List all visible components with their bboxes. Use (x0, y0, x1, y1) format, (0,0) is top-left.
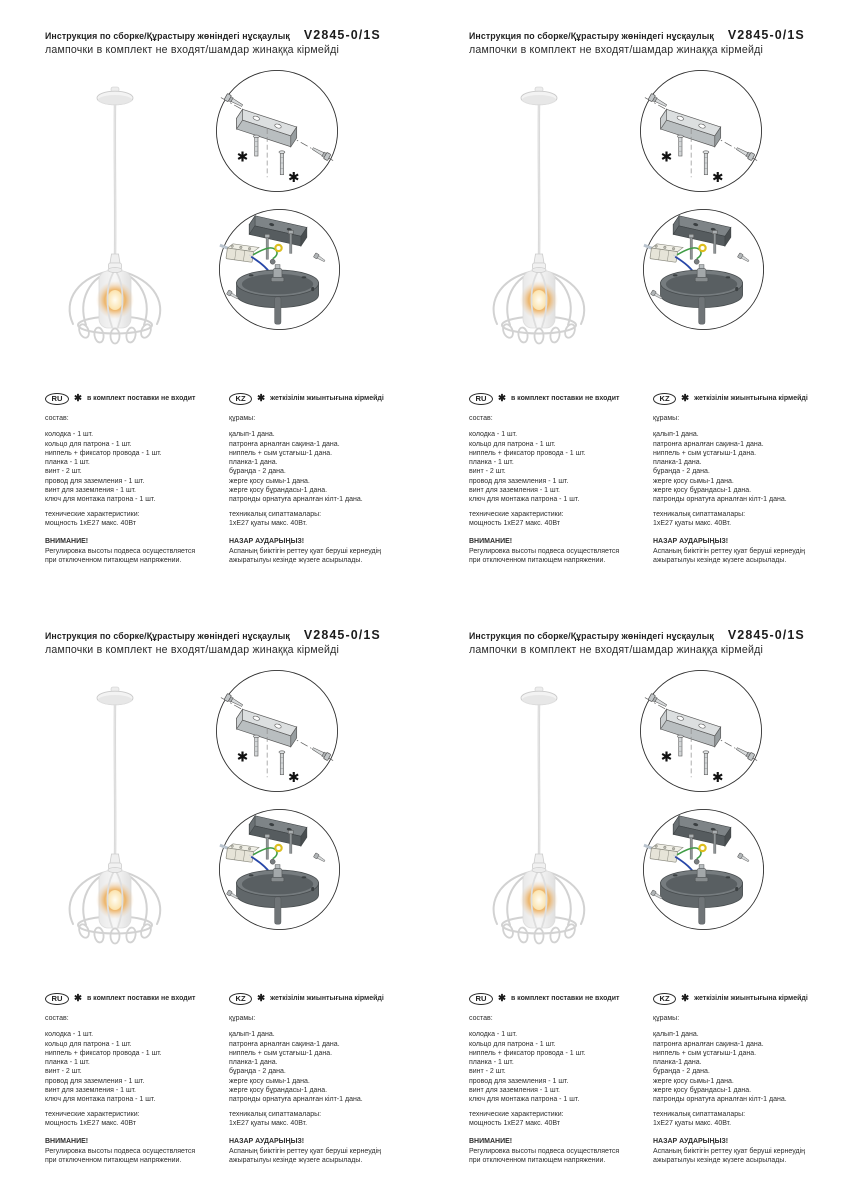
kz-warning-title: НАЗАР АУДАРЫҢЫЗ! (229, 1138, 305, 1146)
pendant-lamp-drawing (474, 684, 604, 950)
title-row (469, 628, 841, 642)
sheet-title: Инструкция по сборке/Құрастыру жөніндегі нұсқаулық (45, 31, 290, 41)
part-line: провод для заземления - 1 шт. (469, 1077, 569, 1085)
kz-parts-list (653, 1030, 843, 1104)
bracket-mounting-diagram (637, 667, 765, 795)
wiring-diagram-drawing (216, 206, 343, 333)
part-line: колодка - 1 шт. (45, 431, 94, 439)
asterisk-icon: ✱ (497, 393, 506, 404)
ru-column (469, 992, 649, 1165)
ru-warning (45, 1137, 225, 1165)
ru-tech-value: мощность 1хЕ27 макс. 40Вт (45, 1119, 136, 1127)
ru-tech-label: технические характеристики: (45, 510, 140, 518)
wiring-diagram (216, 806, 343, 933)
bracket-mounting-diagram (213, 67, 341, 195)
part-line: патронды орнатуға арналған кілт-1 дана. (653, 496, 787, 504)
ru-warning-line: при отключенном питающем напряжении. (469, 1156, 606, 1164)
bracket-diagram-drawing (637, 667, 765, 795)
bracket-diagram-drawing (213, 667, 341, 795)
part-line: қалып-1 дана. (653, 431, 699, 439)
part-line: провод для заземления - 1 шт. (469, 477, 569, 485)
part-line: бұранда - 2 дана. (229, 468, 286, 476)
model-number: V2845-0/1S (727, 28, 805, 42)
kz-tech-specs (653, 1110, 843, 1129)
not-included-asterisk: ✱ (236, 149, 249, 166)
ru-warning-line: Регулировка высоты подвеса осуществляется (45, 547, 196, 555)
glowing-bulb (520, 281, 558, 319)
part-line: ниппель + фиксатор провода - 1 шт. (469, 1049, 586, 1057)
sheet-title: Инструкция по сборке/Құрастыру жөніндегі нұсқаулық (45, 631, 290, 641)
kz-column (229, 992, 419, 1165)
part-line: винт - 2 шт. (45, 1068, 82, 1076)
wiring-diagram-drawing (640, 206, 767, 333)
ru-warning-title: ВНИМАНИЕ! (469, 1138, 513, 1146)
ru-contents-label: состав: (469, 415, 493, 422)
glowing-bulb (520, 881, 558, 919)
ru-parts-list (45, 1030, 225, 1104)
ru-tech-label: технические характеристики: (45, 1110, 140, 1118)
pendant-lamp-drawing (50, 684, 180, 950)
part-line: ключ для монтажа патрона - 1 шт. (45, 496, 156, 504)
part-line: планка - 1 шт. (45, 459, 90, 467)
part-line: колодка - 1 шт. (45, 1031, 94, 1039)
pendant-cord-stub (275, 897, 281, 924)
kz-tech-value: 1хЕ27 қуаты макс. 40Вт. (229, 519, 308, 527)
kz-tech-label: техникалық сипаттамалары: (653, 510, 746, 518)
kz-warning-line: ажыратылуы кезінде жүзеге асырылады. (229, 556, 363, 564)
ru-lang-row (45, 392, 225, 405)
pendant-lamp-drawing (50, 84, 180, 350)
sheet-subtitle: лампочки в комплект не входят/шамдар жинаққа кірмейді (469, 44, 764, 56)
model-number: V2845-0/1S (303, 628, 381, 642)
part-line: қалып-1 дана. (653, 1031, 699, 1039)
cage-collar (532, 268, 546, 273)
quadrant-top-left (0, 0, 424, 600)
pendant-lamp-photo (474, 84, 604, 350)
not-included-asterisk: ✱ (287, 170, 300, 187)
cage-collar (532, 868, 546, 873)
ru-warning (469, 1137, 649, 1165)
ru-column (469, 392, 649, 565)
kz-warning-title: НАЗАР АУДАРЫҢЫЗ! (653, 538, 729, 546)
quadrant-bottom-right (424, 600, 848, 1200)
ceiling-canopy (521, 687, 557, 705)
ru-warning-title: ВНИМАНИЕ! (45, 538, 89, 546)
kz-language-badge: KZ (229, 993, 252, 1005)
kz-tech-value: 1хЕ27 қуаты макс. 40Вт. (229, 1119, 308, 1127)
kz-warning-line: ажыратылуы кезінде жүзеге асырылады. (653, 556, 787, 564)
sheet-subtitle: лампочки в комплект не входят/шамдар жинаққа кірмейді (45, 644, 340, 656)
part-line: жерге қосу сымы-1 дана. (653, 477, 734, 485)
part-line: кольцо для патрона - 1 шт. (469, 440, 556, 448)
ru-warning (45, 537, 225, 565)
ru-not-included-note: в комплект поставки не входит (86, 994, 196, 1002)
part-line: ключ для монтажа патрона - 1 шт. (469, 1096, 580, 1104)
kz-column (653, 392, 843, 565)
kz-language-badge: KZ (653, 993, 676, 1005)
ground-screw (694, 859, 699, 864)
part-line: кольцо для патрона - 1 шт. (469, 1040, 556, 1048)
sheet-header (469, 628, 841, 656)
kz-column (653, 992, 843, 1165)
bracket-mounting-diagram (213, 667, 341, 795)
not-included-asterisk: ✱ (660, 749, 673, 766)
kz-lang-row (653, 392, 843, 405)
kz-parts-list (653, 430, 843, 504)
part-line: винт - 2 шт. (45, 468, 82, 476)
part-line: патронды орнатуға арналған кілт-1 дана. (653, 1096, 787, 1104)
kz-warning-title: НАЗАР АУДАРЫҢЫЗ! (653, 1138, 729, 1146)
ru-tech-specs (45, 1110, 225, 1129)
ru-lang-row (469, 992, 649, 1005)
part-line: бұранда - 2 дана. (653, 1068, 710, 1076)
kz-language-badge: KZ (229, 393, 252, 405)
pendant-lamp-photo (50, 84, 180, 350)
title-row (469, 28, 841, 42)
title-row (45, 628, 417, 642)
kz-parts-list (229, 430, 419, 504)
ru-warning-title: ВНИМАНИЕ! (469, 538, 513, 546)
kz-lang-row (653, 992, 843, 1005)
ru-warning-line: Регулировка высоты подвеса осуществляется (469, 1147, 620, 1155)
instruction-sheet (0, 0, 424, 600)
kz-parts-list (229, 1030, 419, 1104)
kz-tech-specs (229, 510, 419, 529)
pendant-lamp-photo (474, 684, 604, 950)
ru-not-included-note: в комплект поставки не входит (86, 394, 196, 402)
wiring-diagram-drawing (216, 806, 343, 933)
part-line: бұранда - 2 дана. (229, 1068, 286, 1076)
ru-lang-row (469, 392, 649, 405)
title-row (45, 28, 417, 42)
part-line: ниппель + сым ұстағыш-1 дана. (229, 449, 333, 457)
part-line: жерге қосу бұрандасы-1 дана. (653, 487, 752, 495)
ru-warning-line: Регулировка высоты подвеса осуществляется (469, 547, 620, 555)
part-line: планка-1 дана. (229, 459, 278, 467)
ru-contents-label: состав: (469, 1015, 493, 1022)
part-line: провод для заземления - 1 шт. (45, 477, 145, 485)
kz-warning-line: Аспаның биіктігін реттеу қуат беруші кернеудің (653, 547, 806, 555)
pendant-cord-stub (275, 297, 281, 324)
pendant-lamp-drawing (474, 84, 604, 350)
ru-not-included-note: в комплект поставки не входит (510, 394, 620, 402)
part-line: винт для заземления - 1 шт. (45, 487, 137, 495)
kz-tech-label: техникалық сипаттамалары: (229, 510, 322, 518)
kz-contents-label: құрамы: (653, 1015, 680, 1022)
not-included-asterisk: ✱ (287, 770, 300, 787)
kz-warning-title: НАЗАР АУДАРЫҢЫЗ! (229, 538, 305, 546)
ru-tech-value: мощность 1хЕ27 макс. 40Вт (45, 519, 136, 527)
asterisk-icon: ✱ (257, 993, 266, 1004)
kz-warning-line: ажыратылуы кезінде жүзеге асырылады. (229, 1156, 363, 1164)
ru-warning (469, 537, 649, 565)
part-line: патронды орнатуға арналған кілт-1 дана. (229, 1096, 363, 1104)
part-line: ключ для монтажа патрона - 1 шт. (45, 1096, 156, 1104)
part-line: ниппель + сым ұстағыш-1 дана. (653, 449, 757, 457)
kz-tech-specs (653, 510, 843, 529)
sheet-subtitle: лампочки в комплект не входят/шамдар жинаққа кірмейді (45, 44, 340, 56)
part-line: патронды орнатуға арналған кілт-1 дана. (229, 496, 363, 504)
quadrant-top-right (424, 0, 848, 600)
pendant-lamp-photo (50, 684, 180, 950)
not-included-asterisk: ✱ (711, 170, 724, 187)
model-number: V2845-0/1S (727, 628, 805, 642)
ru-tech-specs (45, 510, 225, 529)
part-line: колодка - 1 шт. (469, 431, 518, 439)
part-line: планка - 1 шт. (45, 1059, 90, 1067)
kz-not-included-note: жеткізілім жиынтығына кірмейді (270, 394, 384, 402)
pendant-cord-stub (699, 897, 705, 924)
ru-parts-list (469, 430, 649, 504)
kz-tech-value: 1хЕ27 қуаты макс. 40Вт. (653, 519, 732, 527)
part-line: патронға арналған сақина-1 дана. (229, 440, 340, 448)
asterisk-icon: ✱ (73, 393, 82, 404)
kz-warning-line: Аспаның биіктігін реттеу қуат беруші кернеудің (229, 1147, 382, 1155)
wiring-diagram-drawing (640, 806, 767, 933)
part-line: винт для заземления - 1 шт. (469, 1087, 561, 1095)
part-line: қалып-1 дана. (229, 1031, 275, 1039)
part-line: планка-1 дана. (653, 459, 702, 467)
kz-tech-specs (229, 1110, 419, 1129)
ru-contents-label: состав: (45, 1015, 69, 1022)
ru-warning-title: ВНИМАНИЕ! (45, 1138, 89, 1146)
sheet-header (45, 628, 417, 656)
part-line: жерге қосу бұрандасы-1 дана. (653, 1087, 752, 1095)
part-line: винт - 2 шт. (469, 468, 506, 476)
part-line: провод для заземления - 1 шт. (45, 1077, 145, 1085)
part-line: жерге қосу сымы-1 дана. (229, 1077, 310, 1085)
kz-warning-line: Аспаның биіктігін реттеу қуат беруші кернеудің (653, 1147, 806, 1155)
glowing-bulb (96, 281, 134, 319)
kz-column (229, 392, 419, 565)
part-line: жерге қосу бұрандасы-1 дана. (229, 1087, 328, 1095)
asterisk-icon: ✱ (497, 993, 506, 1004)
ru-tech-value: мощность 1хЕ27 макс. 40Вт (469, 519, 560, 527)
kz-contents-label: құрамы: (229, 1015, 256, 1022)
cage-collar (108, 868, 122, 873)
ru-tech-specs (469, 510, 649, 529)
sheet-title: Инструкция по сборке/Құрастыру жөніндегі нұсқаулық (469, 31, 714, 41)
ru-not-included-note: в комплект поставки не входит (510, 994, 620, 1002)
part-line: планка - 1 шт. (469, 459, 514, 467)
ru-tech-value: мощность 1хЕ27 макс. 40Вт (469, 1119, 560, 1127)
ceiling-canopy (97, 87, 133, 105)
kz-warning-line: ажыратылуы кезінде жүзеге асырылады. (653, 1156, 787, 1164)
ru-column (45, 992, 225, 1165)
ru-language-badge: RU (45, 993, 69, 1005)
wiring-diagram (216, 206, 343, 333)
part-line: винт для заземления - 1 шт. (469, 487, 561, 495)
part-line: ключ для монтажа патрона - 1 шт. (469, 496, 580, 504)
asterisk-icon: ✱ (681, 393, 690, 404)
kz-contents-label: құрамы: (653, 415, 680, 422)
part-line: патронға арналған сақина-1 дана. (653, 440, 764, 448)
part-line: ниппель + фиксатор провода - 1 шт. (45, 1049, 162, 1057)
sheet-header (45, 28, 417, 56)
model-number: V2845-0/1S (303, 28, 381, 42)
part-line: ниппель + сым ұстағыш-1 дана. (229, 1049, 333, 1057)
part-line: ниппель + фиксатор провода - 1 шт. (469, 449, 586, 457)
kz-not-included-note: жеткізілім жиынтығына кірмейді (694, 994, 808, 1002)
kz-warning (229, 537, 419, 565)
sheet-subtitle: лампочки в комплект не входят/шамдар жинаққа кірмейді (469, 644, 764, 656)
asterisk-icon: ✱ (681, 993, 690, 1004)
ru-warning-line: при отключенном питающем напряжении. (45, 1156, 182, 1164)
sheet-header (469, 28, 841, 56)
quadrant-bottom-left (0, 600, 424, 1200)
kz-not-included-note: жеткізілім жиынтығына кірмейді (694, 394, 808, 402)
wiring-diagram (640, 806, 767, 933)
ru-tech-label: технические характеристики: (469, 510, 564, 518)
ru-language-badge: RU (469, 993, 493, 1005)
kz-tech-value: 1хЕ27 қуаты макс. 40Вт. (653, 1119, 732, 1127)
ru-contents-label: состав: (45, 415, 69, 422)
ground-screw (270, 859, 275, 864)
ru-parts-list (45, 430, 225, 504)
part-line: ниппель + сым ұстағыш-1 дана. (653, 1049, 757, 1057)
ru-tech-label: технические характеристики: (469, 1110, 564, 1118)
kz-warning (653, 537, 843, 565)
pendant-cord-stub (699, 297, 705, 324)
asterisk-icon: ✱ (257, 393, 266, 404)
ru-parts-list (469, 1030, 649, 1104)
kz-not-included-note: жеткізілім жиынтығына кірмейді (270, 994, 384, 1002)
part-line: ниппель + фиксатор провода - 1 шт. (45, 449, 162, 457)
part-line: кольцо для патрона - 1 шт. (45, 440, 132, 448)
ru-warning-line: Регулировка высоты подвеса осуществляется (45, 1147, 196, 1155)
kz-warning (229, 1137, 419, 1165)
glowing-bulb (96, 881, 134, 919)
kz-tech-label: техникалық сипаттамалары: (653, 1110, 746, 1118)
part-line: планка-1 дана. (229, 1059, 278, 1067)
wiring-diagram (640, 206, 767, 333)
kz-lang-row (229, 392, 419, 405)
ground-screw (270, 259, 275, 264)
kz-language-badge: KZ (653, 393, 676, 405)
ceiling-canopy (97, 687, 133, 705)
instruction-sheet (0, 600, 424, 1200)
part-line: колодка - 1 шт. (469, 1031, 518, 1039)
part-line: патронға арналған сақина-1 дана. (653, 1040, 764, 1048)
bracket-diagram-drawing (213, 67, 341, 195)
ru-tech-specs (469, 1110, 649, 1129)
asterisk-icon: ✱ (73, 993, 82, 1004)
instruction-sheet (424, 600, 848, 1200)
part-line: жерге қосу сымы-1 дана. (229, 477, 310, 485)
ru-language-badge: RU (45, 393, 69, 405)
part-line: винт для заземления - 1 шт. (45, 1087, 137, 1095)
part-line: винт - 2 шт. (469, 1068, 506, 1076)
bracket-diagram-drawing (637, 67, 765, 195)
part-line: патронға арналған сақина-1 дана. (229, 1040, 340, 1048)
not-included-asterisk: ✱ (236, 749, 249, 766)
kz-warning (653, 1137, 843, 1165)
ru-column (45, 392, 225, 565)
part-line: қалып-1 дана. (229, 431, 275, 439)
kz-lang-row (229, 992, 419, 1005)
kz-tech-label: техникалық сипаттамалары: (229, 1110, 322, 1118)
part-line: бұранда - 2 дана. (653, 468, 710, 476)
cage-collar (108, 268, 122, 273)
ceiling-canopy (521, 87, 557, 105)
ground-screw (694, 259, 699, 264)
instruction-sheet (424, 0, 848, 600)
part-line: жерге қосу бұрандасы-1 дана. (229, 487, 328, 495)
part-line: кольцо для патрона - 1 шт. (45, 1040, 132, 1048)
not-included-asterisk: ✱ (660, 149, 673, 166)
part-line: планка - 1 шт. (469, 1059, 514, 1067)
bracket-mounting-diagram (637, 67, 765, 195)
ru-warning-line: при отключенном питающем напряжении. (469, 556, 606, 564)
part-line: жерге қосу сымы-1 дана. (653, 1077, 734, 1085)
not-included-asterisk: ✱ (711, 770, 724, 787)
part-line: планка-1 дана. (653, 1059, 702, 1067)
ru-language-badge: RU (469, 393, 493, 405)
ru-lang-row (45, 992, 225, 1005)
ru-warning-line: при отключенном питающем напряжении. (45, 556, 182, 564)
kz-contents-label: құрамы: (229, 415, 256, 422)
kz-warning-line: Аспаның биіктігін реттеу қуат беруші кернеудің (229, 547, 382, 555)
sheet-title: Инструкция по сборке/Құрастыру жөніндегі нұсқаулық (469, 631, 714, 641)
